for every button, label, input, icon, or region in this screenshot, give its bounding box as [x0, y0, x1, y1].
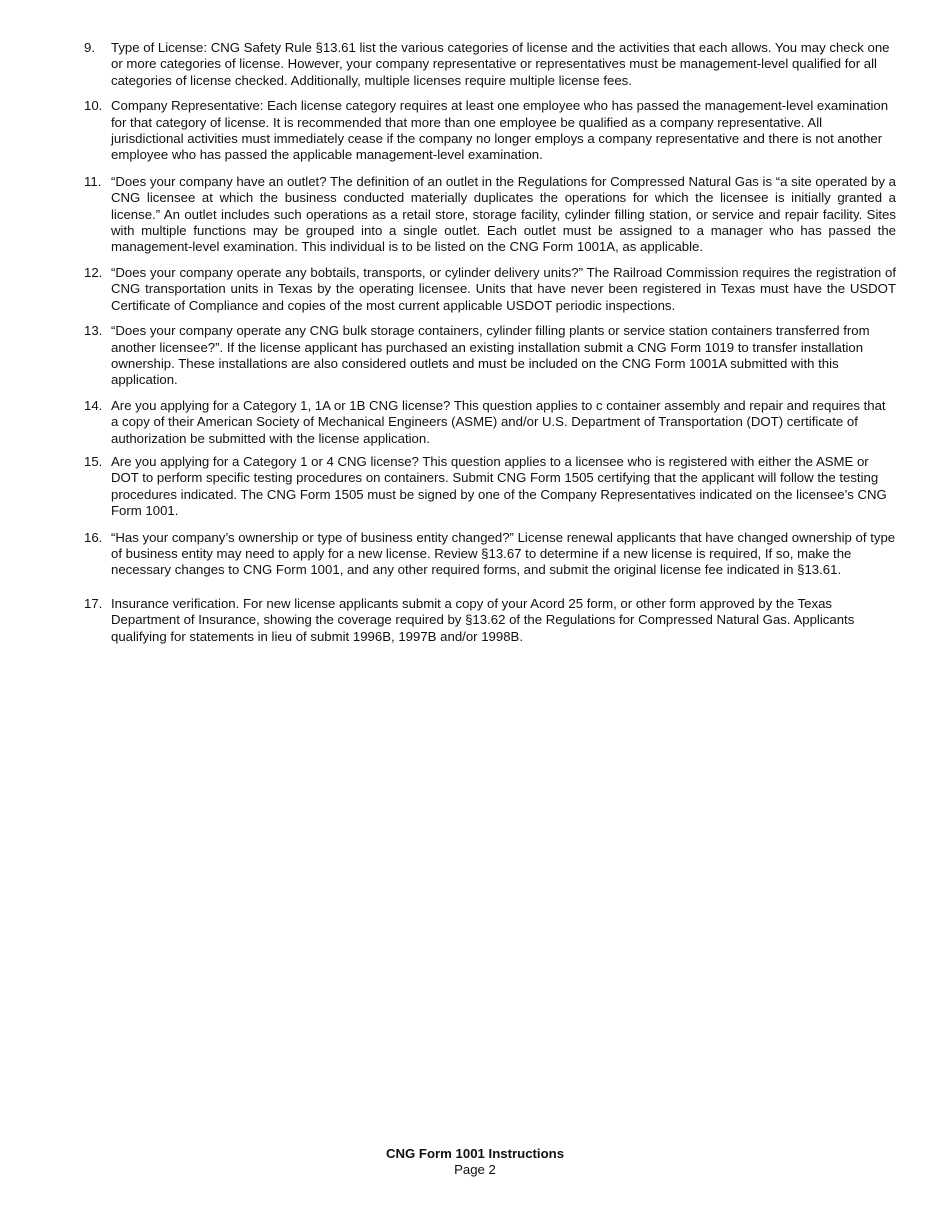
footer-title: CNG Form 1001 Instructions — [385, 1146, 565, 1161]
list-item — [84, 174, 896, 256]
page-number: Page 2 — [454, 1162, 496, 1178]
item-text: Insurance verification. For new license applicants submit a copy of your Acord 25 form, or other form approved by the Texas Department of Insurance, showing the coverage required by §13.62 of the Regulations for Compressed Natural Gas. Applicants qualifying for statements in lieu of submit 1996B, 1997B and/or 1998B. — [111, 595, 855, 644]
list-item — [84, 398, 896, 447]
item-text: Type of License: CNG Safety Rule §13.61 list the various categories of license and the activities that each allows. You may check one or more categories of license. However, your company representative or representatives must be management-level qualified for all categories of license checked. Additionally, multiple licenses require multiple license fees. — [111, 40, 890, 88]
list-item — [84, 596, 896, 645]
list-item — [84, 454, 896, 520]
item-text: Company Representative: Each license category requires at least one employee who has passed the management-level examination for that category of license. It is recommended that more than one employee be qualified as a company representative. All jurisdictional activities must immediately cease if the company no longer employs a company representative and there is not another employee who has passed the applicable management-level examination. — [111, 98, 889, 163]
list-item — [84, 98, 896, 164]
item-number: 9. — [84, 40, 95, 55]
list-item — [84, 40, 896, 89]
item-number: 15. — [84, 453, 103, 469]
page-footer — [0, 1146, 950, 1179]
item-text: “Does your company operate any CNG bulk storage containers, cylinder filling plants or service station containers transferred from another licensee?”. If the license applicant has purchased an existing installation submit a CNG Form 1019 to transfer installation ownership. These installations are also considered outlets and must be included on the CNG Form 1001A submitted with this application. — [111, 323, 870, 388]
item-number: 11. — [84, 173, 102, 189]
item-text: “Does your company have an outlet? The definition of an outlet in the Regulations for Compressed Natural Gas is “a site operated by a CNG licensee at which the business conducted materially duplicates the operations for which the licensee is initially granted a license.” An outlet includes such operations as a retail store, storage facility, cylinder filling station, or service and repair facility. Sites with multiple functions may be grouped into a single outlet. Each outlet must be assigned to a manager who has passed the management-level examination. This individual is to be listed on the CNG Form 1001A, as applicable. — [111, 173, 896, 255]
item-number: 12. — [84, 264, 103, 280]
item-number: 13. — [84, 323, 103, 339]
item-number: 10. — [84, 98, 103, 114]
item-text: “Has your company’s ownership or type of business entity changed?” License renewal applicants that have changed ownership of type of business entity may need to apply for a new license. Review §13.67 to determine if a new license is required, If so, make the necessary changes to CNG Form 1001, and any other required forms, and submit the original license fee indicated in §13.61. — [111, 529, 896, 578]
item-text: “Does your company operate any bobtails, transports, or cylinder delivery units?” The Railroad Commission requires the registration of CNG transportation units in Texas by the operating licensee. Units that have never been registered in Texas must have the USDOT Certificate of Compliance and copies of the most current applicable USDOT periodic inspections. — [111, 264, 896, 313]
item-number: 17. — [84, 595, 103, 611]
item-text: Are you applying for a Category 1, 1A or 1B CNG license? This question applies to c container assembly and repair and requires that a copy of their American Society of Mechanical Engineers (ASME) and/or U.S. Department of Transportation (DOT) certificate of authorization be submitted with the license application. — [111, 397, 886, 446]
list-item — [84, 265, 896, 314]
item-text: Are you applying for a Category 1 or 4 CNG license? This question applies to a licensee who is registered with either the ASME or DOT to perform specific testing procedures on containers. Submit CNG Form 1505 certifying that the applicant will follow the testing procedures indicated. The CNG Form 1505 must be signed by one of the Company Representatives indicated on the licensee’s CNG Form 1001. — [111, 453, 887, 519]
item-number: 16. — [84, 529, 103, 545]
item-number: 14. — [84, 397, 103, 413]
list-item — [84, 530, 896, 579]
instructions-list — [84, 40, 896, 645]
list-item — [84, 323, 896, 389]
